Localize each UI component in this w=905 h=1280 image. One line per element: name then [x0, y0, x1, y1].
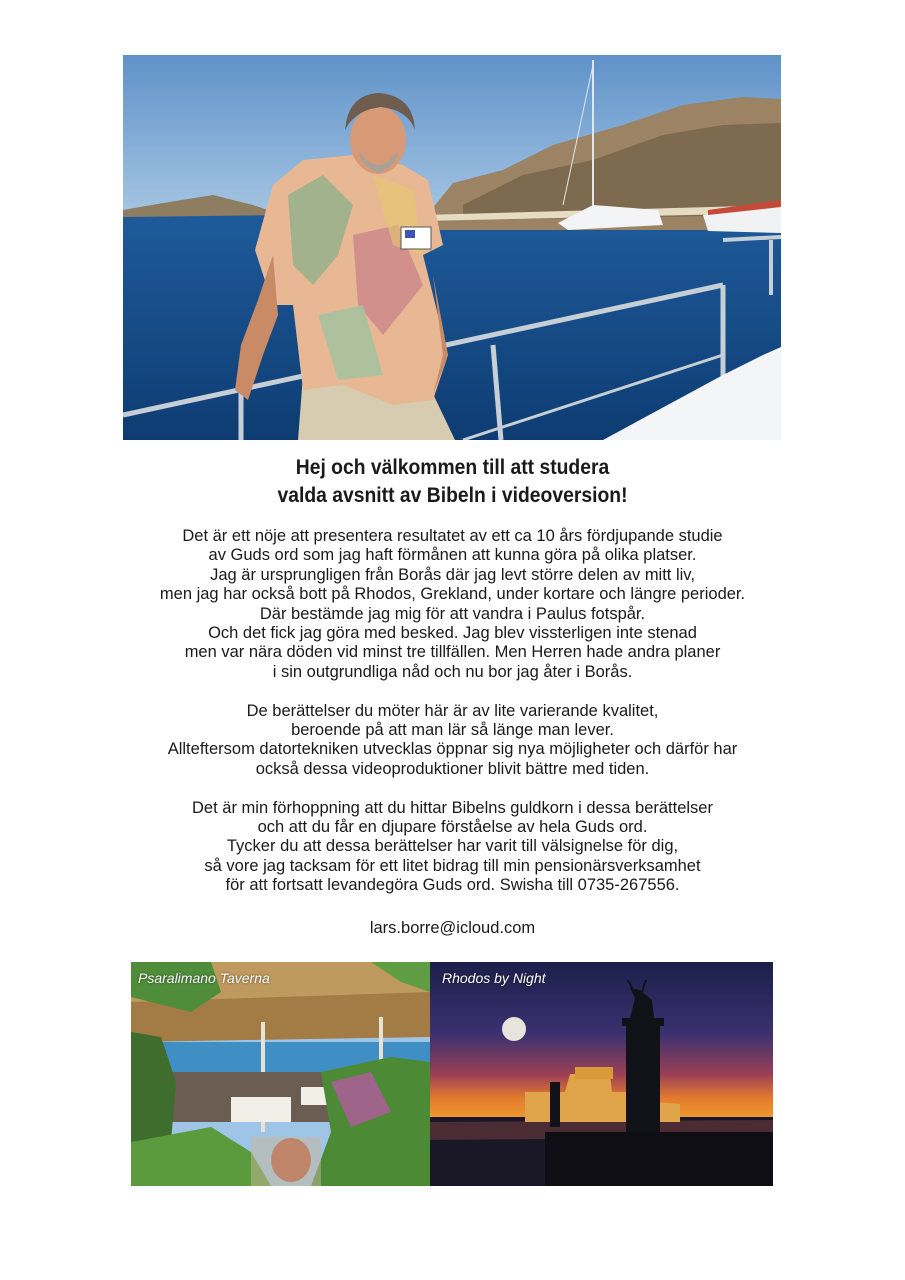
- welcome-heading: [36, 454, 869, 510]
- text-line: Där bestämde jag mig för att vandra i Paulus fotspår.: [259, 604, 646, 623]
- text-line: också dessa videoproduktioner blivit bättre med tiden.: [255, 759, 650, 778]
- text-line: Det är min förhoppning att du hittar Bibelns guldkorn i dessa berättelser: [192, 798, 713, 817]
- text-line: och att du får en djupare förståelse av hela Guds ord.: [257, 818, 648, 837]
- body-text: [0, 527, 905, 915]
- email-link[interactable]: lars.borre@icloud.com: [369, 919, 536, 937]
- contact-email[interactable]: [0, 918, 905, 938]
- photo-caption: Rhodos by Night: [442, 970, 546, 986]
- paragraph-2: [0, 702, 905, 780]
- paragraph-1: [0, 527, 905, 682]
- photo-caption: Psaralimano Taverna: [138, 970, 270, 986]
- text-line: beroende på att man lär så länge man lever.: [291, 721, 614, 740]
- text-line: men jag har också bott på Rhodos, Grekland, under kortare och längre perioder.: [159, 585, 746, 604]
- text-line: De berättelser du möter här är av lite varierande kvalitet,: [246, 701, 659, 720]
- text-line: Jag är ursprungligen från Borås där jag levt större delen av mitt liv,: [210, 565, 695, 584]
- text-line: Tycker du att dessa berättelser har varit till välsignelse för dig,: [226, 837, 679, 856]
- rhodos-night-image: [430, 962, 773, 1186]
- text-line: Det är ett nöje att presentera resultatet av ett ca 10 års fördjupande studie: [182, 527, 723, 545]
- text-line: men var nära döden vid minst tre tillfällen. Men Herren hade andra planer: [184, 643, 721, 662]
- text-line: för att fortsatt levandegöra Guds ord. Swisha till 0735-267556.: [225, 876, 680, 895]
- heading-line-2: valda avsnitt av Bibeln i videoversion!: [277, 484, 628, 507]
- text-line: Och det fick jag göra med besked. Jag blev vissterligen inte stenad: [208, 624, 697, 643]
- text-line: så vore jag tacksam för ett litet bidrag till min pensionärsverksamhet: [204, 856, 701, 875]
- text-line: i sin outgrundliga nåd och nu bor jag åter i Borås.: [272, 662, 633, 681]
- taverna-image: [131, 962, 430, 1186]
- hero-photo: [123, 55, 781, 440]
- paragraph-3: [0, 799, 905, 896]
- rhodos-night-photo: [430, 962, 773, 1186]
- text-line: Allteftersom datortekniken utvecklas öppnar sig nya möjligheter och därför har: [167, 740, 738, 759]
- man-on-boat-photo: [123, 55, 781, 440]
- text-line: av Guds ord som jag haft förmånen att kunna göra på olika platser.: [208, 546, 697, 565]
- taverna-photo: [131, 962, 430, 1186]
- heading-line-1: Hej och välkommen till att studera: [295, 456, 610, 479]
